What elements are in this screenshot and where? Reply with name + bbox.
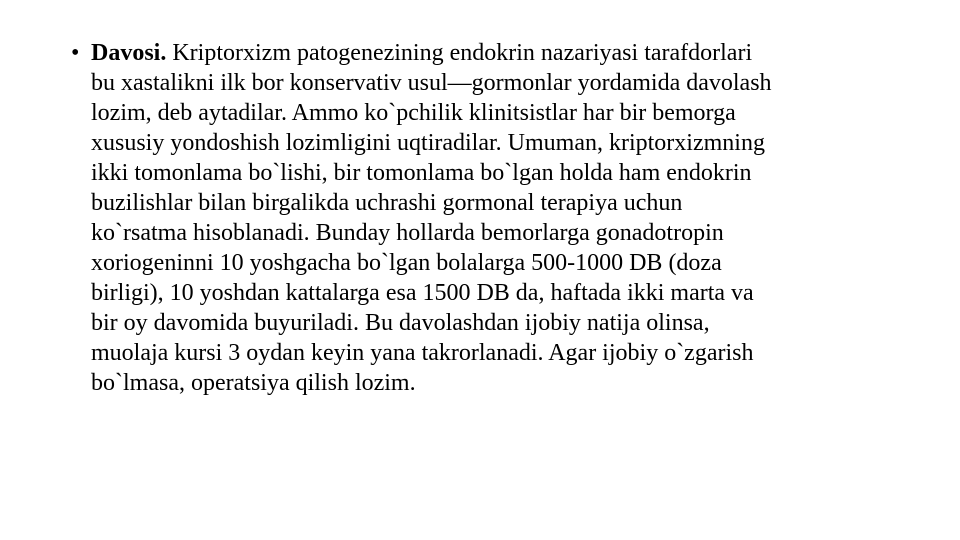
paragraph-line-12: bo`lmasa, operatsiya qilish lozim.: [91, 370, 416, 396]
paragraph-line-6: buzilishlar bilan birgalikda uchrashi gormonal terapiya uchun: [91, 190, 683, 216]
paragraph-line-3: lozim, deb aytadilar. Ammo ko`pchilik klinitsistlar har bir bemorga: [91, 100, 736, 126]
paragraph-line-11: muolaja kursi 3 oydan keyin yana takrorlanadi. Agar ijobiy o`zgarish: [91, 340, 754, 366]
paragraph-line-10: bir oy davomida buyuriladi. Bu davolashdan ijobiy natija olinsa,: [91, 310, 710, 336]
paragraph-line-5: ikki tomonlama bo`lishi, bir tomonlama bo`lgan holda ham endokrin: [91, 160, 752, 186]
bullet-icon: •: [71, 40, 80, 66]
paragraph-line-7: ko`rsatma hisoblanadi. Bunday hollarda bemorlarga gonadotropin: [91, 220, 724, 246]
paragraph-line-1-text: Kriptorxizm patogenezining endokrin nazariyasi tarafdorlari: [166, 40, 753, 66]
paragraph-line-1: [91, 38, 891, 68]
paragraph-line-8: xoriogeninni 10 yoshgacha bo`lgan bolalarga 500-1000 DB (doza: [91, 250, 722, 276]
slide-content: [71, 38, 891, 398]
paragraph-line-2: bu xastalikni ilk bor konservativ usul—gormonlar yordamida davolash: [91, 70, 772, 96]
paragraph-line-4: xususiy yondoshish lozimligini uqtiradilar. Umuman, kriptorxizmning: [91, 130, 765, 156]
paragraph-line-9: birligi), 10 yoshdan kattalarga esa 1500 DB da, haftada ikki marta va: [91, 280, 754, 306]
bullet-paragraph: [71, 38, 891, 398]
paragraph-lead: Davosi.: [91, 40, 167, 66]
